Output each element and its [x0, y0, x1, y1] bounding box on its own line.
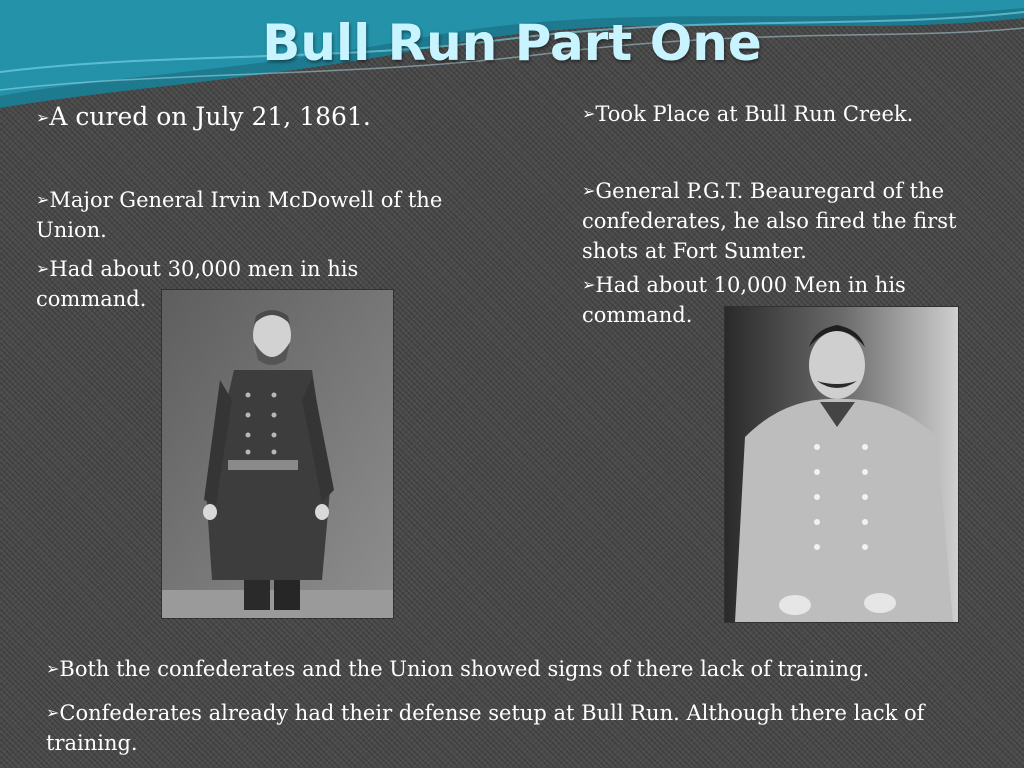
- bullet-defense: [46, 698, 926, 758]
- bullet-arrow-icon: ➢: [46, 659, 60, 678]
- bullet-date-text: A cured on July 21, 1861.: [49, 102, 371, 131]
- bullet-arrow-icon: ➢: [46, 703, 60, 722]
- bullet-arrow-icon: ➢: [582, 181, 596, 200]
- mcdowell-portrait-photo: [162, 290, 393, 618]
- bullet-training-text: Both the confederates and the Union showed signs of there lack of training.: [59, 657, 870, 681]
- bullet-arrow-icon: ➢: [36, 108, 50, 127]
- bullet-union-general: [36, 185, 476, 245]
- bullet-union-general-text: Major General Irvin McDowell of the Union.: [36, 188, 443, 242]
- bullet-arrow-icon: ➢: [36, 259, 50, 278]
- bullet-arrow-icon: ➢: [36, 190, 50, 209]
- bullet-date: [36, 101, 506, 134]
- bullet-confederate-general-text: General P.G.T. Beauregard of the confederates, he also fired the first shots at Fort Sumter.: [582, 179, 957, 263]
- beauregard-portrait-photo: [725, 307, 958, 622]
- bullet-place: [582, 99, 1002, 129]
- bullet-confederate-general: [582, 176, 982, 266]
- slide-title: Bull Run Part One: [262, 14, 762, 72]
- bullet-arrow-icon: ➢: [582, 104, 596, 123]
- bullet-training: [46, 654, 946, 684]
- bullet-defense-text: Confederates already had their defense setup at Bull Run. Although there lack of training.: [46, 701, 925, 755]
- bullet-arrow-icon: ➢: [582, 275, 596, 294]
- bullet-union-men-text: Had about 30,000 men in his command.: [36, 257, 359, 311]
- bullet-confederate-men-text: Had about 10,000 Men in his command.: [582, 273, 906, 327]
- bullet-place-text: Took Place at Bull Run Creek.: [595, 102, 914, 126]
